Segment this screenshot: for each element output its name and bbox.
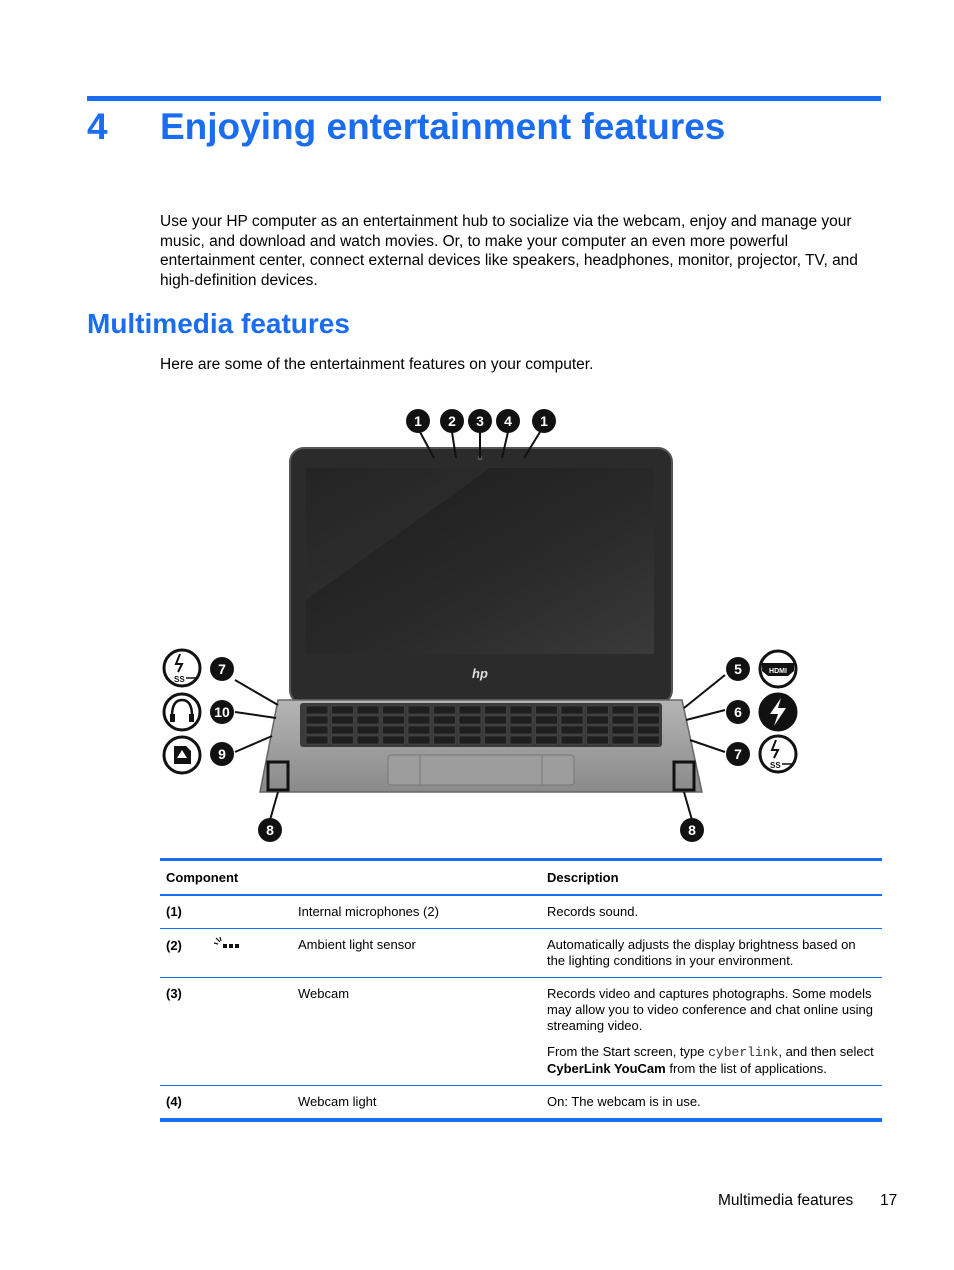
callout-7-right <box>726 742 750 766</box>
svg-text:8: 8 <box>688 822 696 838</box>
row-number: (4) <box>166 1094 182 1109</box>
svg-text:4: 4 <box>504 413 512 429</box>
keyboard-key <box>612 726 634 734</box>
row-component: Internal microphones (2) <box>298 904 439 919</box>
keyboard-key <box>459 706 481 714</box>
keyboard-key <box>587 726 609 734</box>
keyboard-key <box>612 706 634 714</box>
keyboard-key <box>332 736 354 744</box>
svg-text:2: 2 <box>448 413 456 429</box>
table-row <box>160 895 882 929</box>
keyboard-key <box>536 706 558 714</box>
hdmi-icon <box>760 651 796 687</box>
headphone-icon <box>164 694 200 730</box>
hp-logo: hp <box>472 666 488 681</box>
command-text: cyberlink <box>708 1045 779 1060</box>
callout-6 <box>726 700 750 724</box>
row-description: Records sound. <box>547 904 639 919</box>
keyboard-key <box>561 706 583 714</box>
header-description: Description <box>547 870 619 885</box>
ambient-light-sensor-icon <box>214 937 240 954</box>
svg-text:7: 7 <box>218 661 226 677</box>
callout-3 <box>468 409 492 433</box>
callout-1-left <box>406 409 430 433</box>
keyboard-key <box>485 726 507 734</box>
intro-paragraph: Use your HP computer as an entertainment hub to socialize via the webcam, enjoy and manage your music, and download and watch movies. Or, to make your computer an even more powerful entertainment center, connect external devices like speakers, headphones, monitor, projector, TV, and high-definition devices. <box>160 213 858 289</box>
row-component: Ambient light sensor <box>298 937 416 952</box>
row-number: (1) <box>166 904 182 919</box>
keyboard-key <box>459 716 481 724</box>
keyboard-key <box>383 716 405 724</box>
keyboard-key <box>434 736 456 744</box>
keyboard-key <box>383 706 405 714</box>
keyboard-key <box>332 726 354 734</box>
footer-section-name: Multimedia features <box>718 1192 854 1209</box>
svg-text:6: 6 <box>734 704 742 720</box>
webcam-instructions: From the Start screen, type cyberlink, and then select CyberLink YouCam from the list of applications. <box>547 1044 874 1076</box>
keyboard-key <box>306 726 328 734</box>
callout-9 <box>210 742 234 766</box>
keyboard-key <box>612 716 634 724</box>
callout-10 <box>210 700 234 724</box>
row-description: Records video and captures photographs. Some models may allow you to video conference and chat online using streaming video. From the Start screen, type cyberlink, and then select CyberLink YouCam from the list of applications. <box>541 978 882 1086</box>
keyboard-key <box>536 716 558 724</box>
chapter-rule <box>87 96 881 101</box>
keyboard-key <box>587 716 609 724</box>
table-row <box>160 1086 882 1121</box>
keyboard-key <box>434 706 456 714</box>
keyboard-key <box>408 726 430 734</box>
svg-text:1: 1 <box>414 413 422 429</box>
keyboard-key <box>536 726 558 734</box>
row-description: Automatically adjusts the display brightness based on the lighting conditions in your environment. <box>547 937 856 968</box>
keyboard-key <box>434 726 456 734</box>
svg-text:8: 8 <box>266 822 274 838</box>
keyboard-key <box>536 736 558 744</box>
usb-3-charging-icon-right <box>760 736 796 772</box>
row-component: Webcam light <box>298 1094 377 1109</box>
svg-text:1: 1 <box>540 413 548 429</box>
keyboard-key <box>561 716 583 724</box>
keyboard-key <box>332 706 354 714</box>
keyboard-key <box>638 736 660 744</box>
keyboard-key <box>587 706 609 714</box>
svg-text:7: 7 <box>734 746 742 762</box>
keyboard-key <box>408 736 430 744</box>
keyboard-key <box>638 706 660 714</box>
footer-page-number: 17 <box>880 1192 898 1209</box>
keyboard-key <box>510 706 532 714</box>
laptop-base <box>260 700 702 792</box>
keyboard-key <box>485 716 507 724</box>
svg-text:SS: SS <box>174 675 185 684</box>
svg-text:3: 3 <box>476 413 484 429</box>
keyboard-key <box>408 706 430 714</box>
svg-text:HDMI: HDMI <box>769 668 787 675</box>
keyboard-key <box>510 736 532 744</box>
keyboard-key <box>357 706 379 714</box>
callout-8-left <box>258 818 282 842</box>
callout-2 <box>440 409 464 433</box>
keyboard-key <box>510 726 532 734</box>
memory-card-icon <box>164 737 200 773</box>
keyboard-key <box>383 736 405 744</box>
keyboard-key <box>485 736 507 744</box>
keyboard-key <box>638 726 660 734</box>
keyboard-key <box>612 736 634 744</box>
keyboard-key <box>306 736 328 744</box>
callout-1-right <box>532 409 556 433</box>
svg-text:5: 5 <box>734 661 742 677</box>
keyboard-key <box>383 726 405 734</box>
callout-4 <box>496 409 520 433</box>
table-row <box>160 929 882 978</box>
section-intro: Here are some of the entertainment features on your computer. <box>160 356 594 373</box>
keyboard-key <box>510 716 532 724</box>
component-table <box>160 858 882 1122</box>
keyboard-key <box>357 726 379 734</box>
row-number: (3) <box>166 986 182 1001</box>
app-name: CyberLink YouCam <box>547 1061 666 1076</box>
table-header-row <box>160 860 882 896</box>
section-title: Multimedia features <box>87 308 350 339</box>
usb-3-charging-icon-left <box>164 650 200 686</box>
keyboard-key <box>459 726 481 734</box>
keyboard-key <box>332 716 354 724</box>
keyboard-key <box>638 716 660 724</box>
laptop-figure <box>160 400 810 850</box>
keyboard-key <box>357 716 379 724</box>
keyboard-key <box>434 716 456 724</box>
row-number: (2) <box>166 938 182 953</box>
keyboard-key <box>306 706 328 714</box>
keyboard-key <box>357 736 379 744</box>
keyboard-key <box>408 716 430 724</box>
keyboard-key <box>561 726 583 734</box>
header-component: Component <box>166 870 239 885</box>
callout-8-right <box>680 818 704 842</box>
laptop-lid <box>290 448 672 704</box>
callout-7-left <box>210 657 234 681</box>
row-component: Webcam <box>298 986 350 1001</box>
keyboard-key <box>485 706 507 714</box>
thunderbolt-icon <box>760 694 796 730</box>
keyboard-key <box>306 716 328 724</box>
callout-5 <box>726 657 750 681</box>
keyboard-key <box>561 736 583 744</box>
row-number-cell <box>160 929 292 978</box>
svg-text:SS: SS <box>770 761 781 770</box>
keyboard-key <box>587 736 609 744</box>
svg-text:9: 9 <box>218 746 226 762</box>
chapter-number: 4 <box>87 106 108 147</box>
keyboard-key <box>459 736 481 744</box>
svg-text:10: 10 <box>214 704 230 720</box>
chapter-title: Enjoying entertainment features <box>160 106 726 147</box>
table-row <box>160 978 882 1086</box>
row-description: On: The webcam is in use. <box>547 1094 701 1109</box>
